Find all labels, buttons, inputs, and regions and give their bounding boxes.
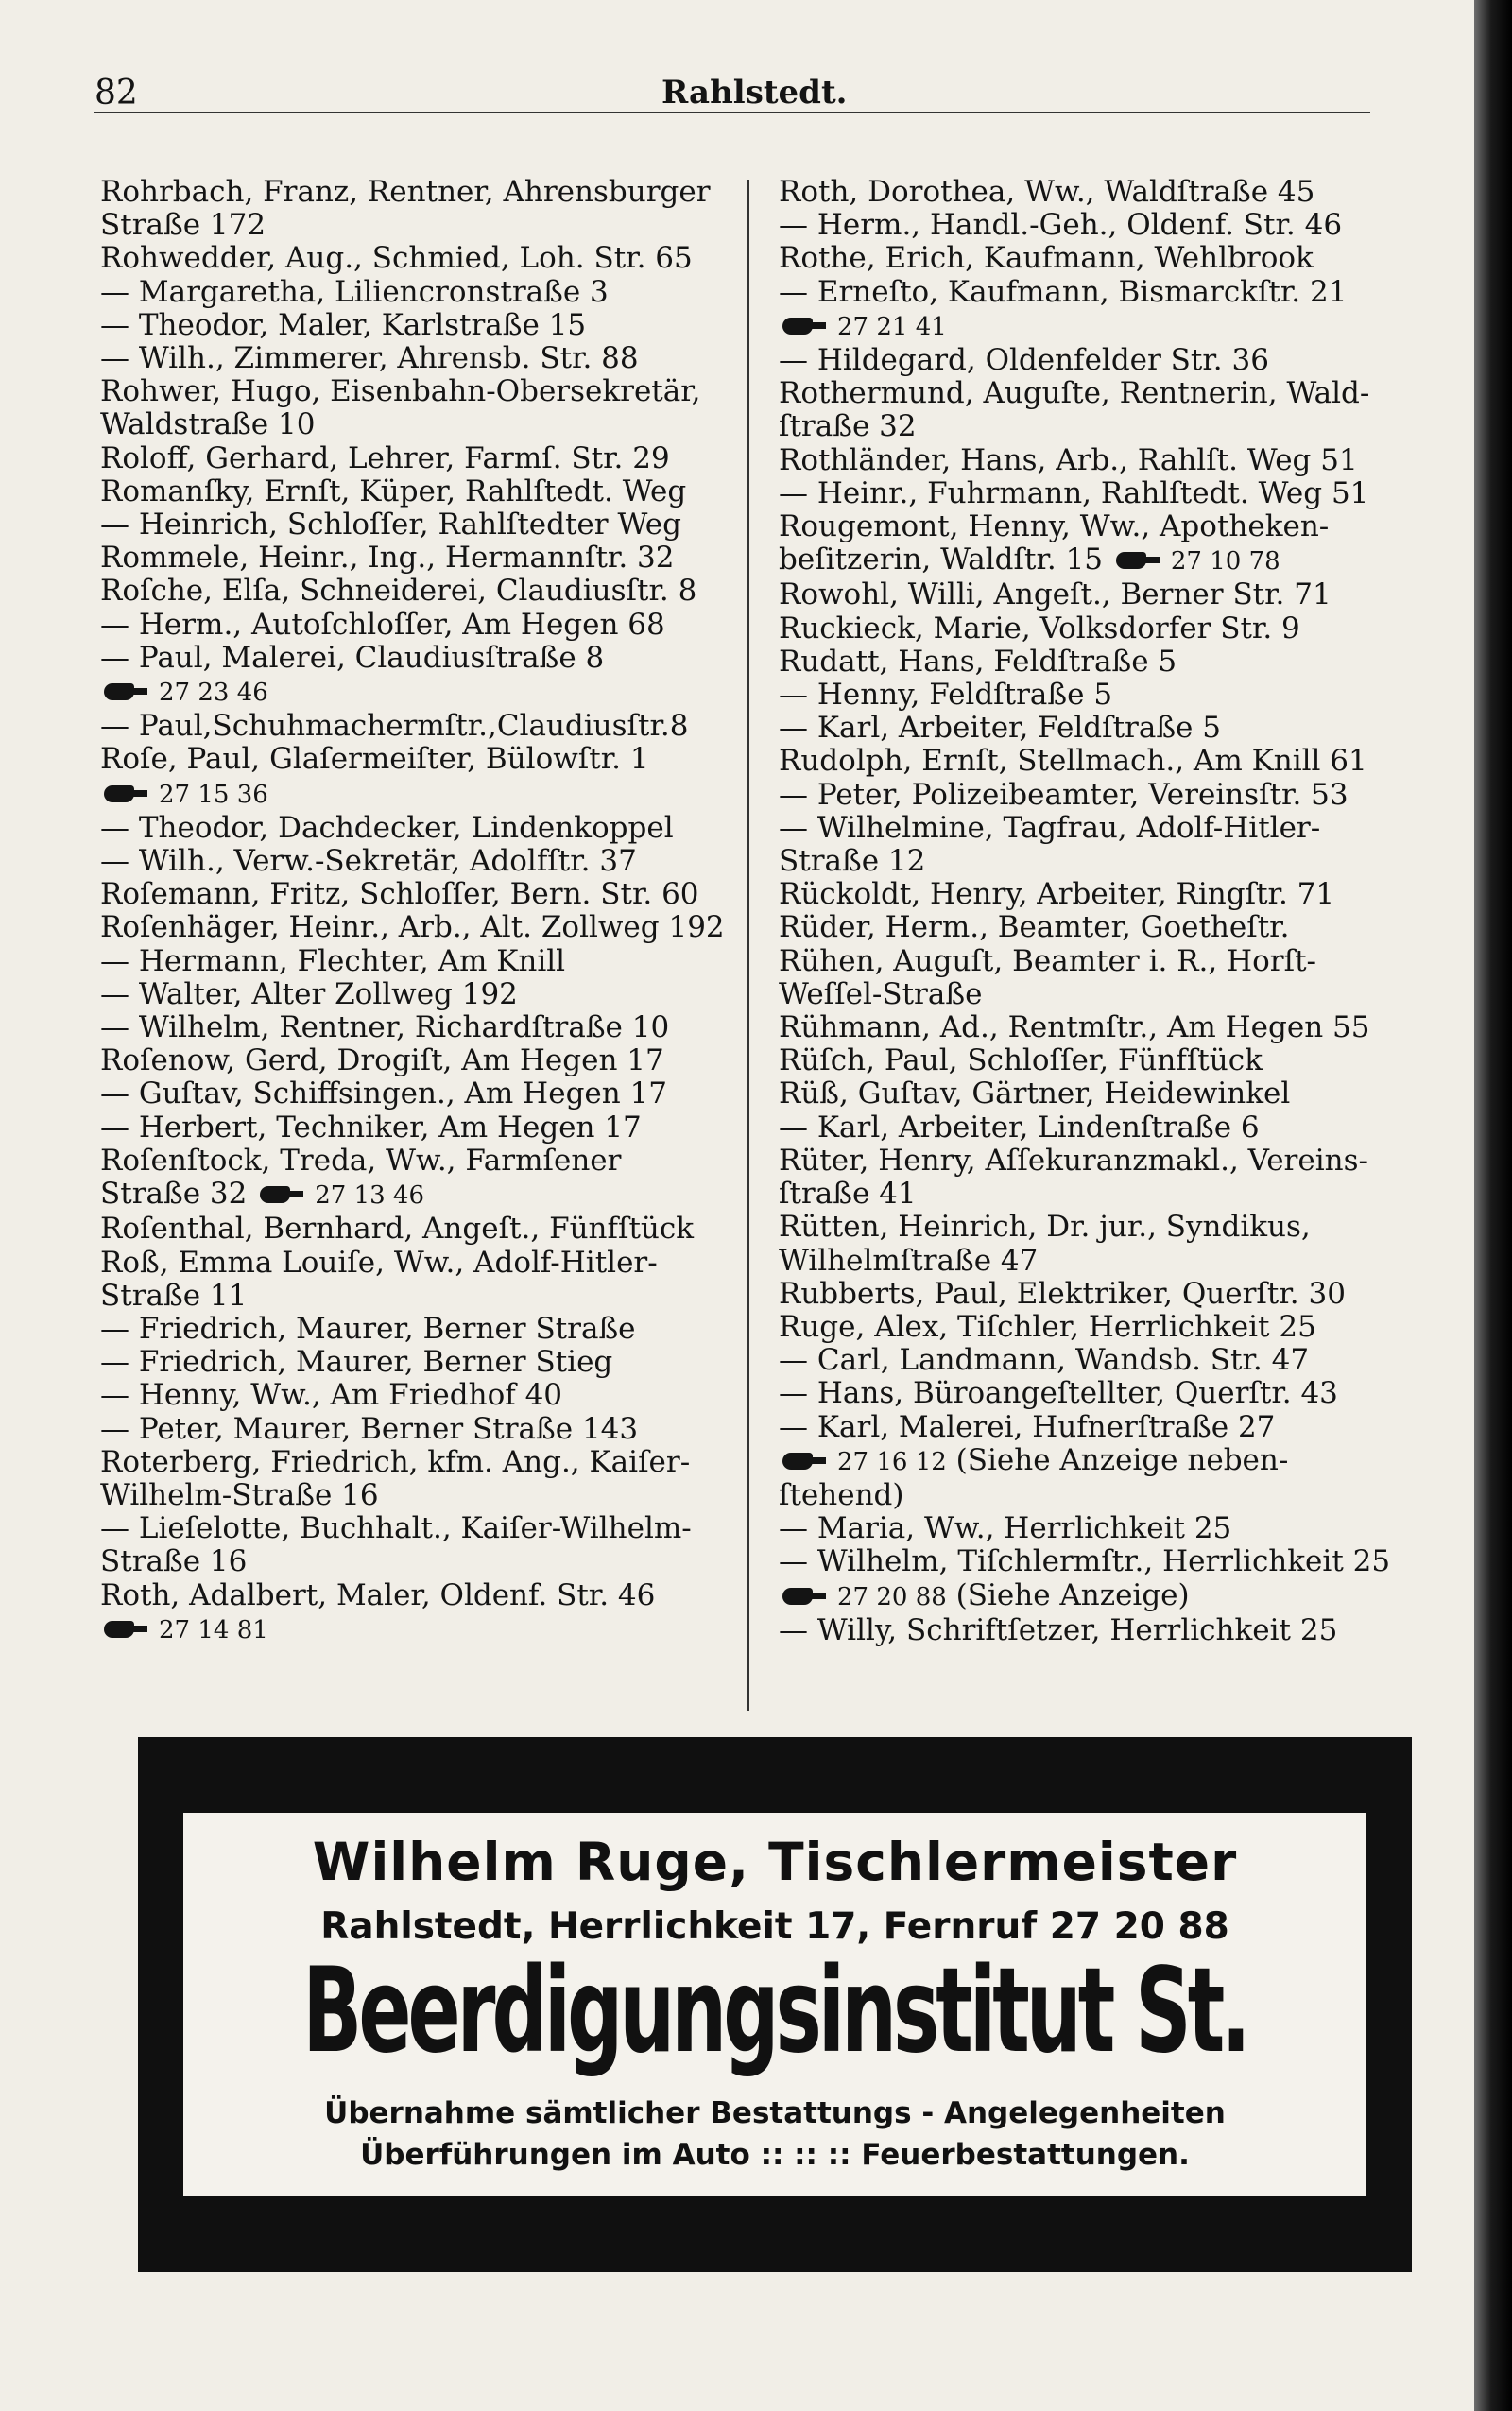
entry-line: Roſche, Elſa, Schneiderei, Claudiusſtr. 8 [100, 574, 697, 609]
phone-line [142, 777, 735, 812]
directory-entry [779, 812, 1383, 878]
entry-line: — Heinr., Fuhrmann, Rahlſtedt. Weg 51 [779, 475, 1369, 510]
directory-entry [779, 779, 1383, 812]
page-edge [1474, 0, 1512, 2411]
directory-entry [779, 377, 1383, 443]
entry-line-with-phone [100, 1177, 735, 1213]
entry-line: Roß, Emma Louiſe, Ww., Adolf-Hitler- [100, 1245, 658, 1280]
directory-entry [100, 1213, 735, 1246]
directory-entry [779, 1512, 1383, 1545]
right-column [779, 175, 1391, 1647]
directory-entry [779, 1311, 1383, 1344]
directory-entry [779, 679, 1383, 712]
entry-line: Roſe, Paul, Glaſermeiſter, Bülowſtr. 1 [100, 742, 649, 777]
entry-line: Rudolph, Ernſt, Stellmach., Am Knill 61 [779, 744, 1367, 779]
directory-entry [100, 1512, 735, 1578]
entry-line: — Peter, Polizeibeamter, Vereinsſtr. 53 [779, 777, 1349, 812]
directory-entry [779, 242, 1383, 275]
advertisement [138, 1737, 1412, 2272]
entry-line: — Lieſelotte, Buchhalt., Kaiſer-Wilhelm- [100, 1511, 692, 1546]
directory-entry [100, 542, 735, 575]
entry-line: Roth, Dorothea, Ww., Waldſtraße 45 [779, 175, 1315, 209]
header-rule [94, 112, 1370, 113]
entry-line: Roſenow, Gerd, Drogiſt, Am Hegen 17 [100, 1043, 664, 1078]
phone-number: 27 13 46 [315, 1181, 424, 1211]
directory-entry [100, 878, 735, 911]
entry-line: — Friedrich, Maurer, Berner Straße [100, 1311, 636, 1346]
entry-line: Rütten, Heinrich, Dr. jur., Syndikus, [779, 1210, 1311, 1245]
entry-line: — Herm., Handl.-Geh., Oldenf. Str. 46 [779, 208, 1343, 243]
entry-line: — Willy, Schriftſetzer, Herrlichkeit 25 [779, 1612, 1338, 1647]
entry-line: Rothermund, Auguſte, Rentnerin, Wald- [779, 376, 1370, 411]
directory-entry [100, 1379, 735, 1412]
page-header [94, 74, 1370, 121]
ad-address: Rahlstedt, Herrlichkeit 17, Fernruf 27 20 88 [320, 1905, 1229, 1948]
directory-entry [100, 1111, 735, 1145]
page-title: Rahlstedt. [662, 74, 848, 112]
entry-line: — Hermann, Flechter, Am Knill [100, 943, 566, 978]
directory-entry [779, 1614, 1383, 1647]
directory-entry [100, 1077, 735, 1111]
directory-entry [779, 745, 1383, 778]
entry-line: — Walter, Alter Zollweg 192 [100, 976, 518, 1011]
entry-line: Ruckieck, Marie, Volksdorfer Str. 9 [779, 611, 1300, 646]
entry-line: — Hans, Büroangeſtellter, Querſtr. 43 [779, 1376, 1338, 1411]
directory-entry [779, 878, 1383, 911]
directory-entry [779, 911, 1383, 944]
phone-line [820, 1444, 1383, 1479]
directory-entry [100, 242, 735, 275]
directory-entry [100, 375, 735, 441]
entry-line: Straße 172 [100, 208, 266, 243]
entry-line: — Maria, Ww., Herrlichkeit 25 [779, 1511, 1232, 1546]
entry-line: ſtraße 41 [779, 1177, 917, 1212]
entry-line: Roſemann, Fritz, Schloſſer, Bern. Str. 60 [100, 877, 699, 912]
directory-entry [100, 342, 735, 375]
directory-entry [100, 945, 735, 978]
entry-line: Waldstraße 10 [100, 407, 316, 442]
entry-line: Rückoldt, Henry, Arbeiter, Ringſtr. 71 [779, 877, 1335, 912]
entry-line: — Friedrich, Maurer, Berner Stieg [100, 1345, 613, 1380]
directory-entry [779, 1278, 1383, 1311]
page-number: 82 [94, 74, 138, 112]
entry-line: — Herbert, Techniker, Am Hegen 17 [100, 1110, 642, 1145]
directory-entry [779, 510, 1383, 578]
directory-entry [100, 1044, 735, 1077]
directory-entry [100, 1247, 735, 1313]
phone-number: 27 23 46 [159, 679, 268, 708]
entry-line: — Heinrich, Schloſſer, Rahlſtedter Weg [100, 508, 681, 542]
telephone-icon [779, 316, 828, 336]
entry-line: Ruge, Alex, Tiſchler, Herrlichkeit 25 [779, 1309, 1316, 1344]
phone-note: (Siehe Anzeige) [955, 1577, 1190, 1612]
directory-entry [779, 209, 1383, 242]
phone-number: 27 21 41 [837, 312, 947, 341]
entry-line: — Henny, Feldſtraße 5 [779, 678, 1113, 713]
entry-line: — Guſtav, Schiffsingen., Am Hegen 17 [100, 1076, 668, 1111]
directory-entry [100, 1413, 735, 1446]
directory-entry [100, 1346, 735, 1379]
entry-line: Roſenhäger, Heinr., Arb., Alt. Zollweg 192 [100, 910, 725, 945]
directory-entry [779, 1344, 1383, 1377]
ad-services-2: Überführungen im Auto :: :: :: Feuerbestattungen. [360, 2138, 1190, 2172]
entry-line: — Karl, Malerei, Hufnerſtraße 27 [779, 1409, 1276, 1444]
entry-line: — Wilhelmine, Tagfrau, Adolf-Hitler- [779, 810, 1321, 845]
entry-line: Rohrbach, Franz, Rentner, Ahrensburger [100, 175, 711, 209]
entry-line: Rommele, Heinr., Ing., Hermannſtr. 32 [100, 541, 675, 576]
phone-number: 27 20 88 [837, 1582, 947, 1611]
entry-line: — Paul, Malerei, Claudiusſtraße 8 [100, 640, 605, 675]
directory-entry [100, 743, 735, 811]
directory-entry [779, 1111, 1383, 1145]
entry-line: — Herm., Autoſchloſſer, Am Hegen 68 [100, 607, 665, 642]
directory-entry [779, 1211, 1383, 1277]
phone-number: 27 16 12 [837, 1447, 947, 1476]
telephone-icon [1112, 550, 1161, 571]
entry-line: Rougemont, Henny, Ww., Apotheken- [779, 509, 1330, 544]
advertisement-box [183, 1813, 1366, 2196]
directory-entry [779, 578, 1383, 611]
entry-line: — Karl, Arbeiter, Feldſtraße 5 [779, 711, 1221, 746]
phone-line [820, 309, 1383, 344]
telephone-icon [100, 1619, 149, 1640]
ad-business-name: Beerdigungsinstitut St. [302, 1942, 1247, 2079]
directory-entry [779, 1544, 1391, 1613]
entry-line: Roſenſtock, Treda, Ww., Farmſener [100, 1143, 622, 1178]
directory-entry [779, 945, 1383, 1011]
phone-number: 27 10 78 [1170, 547, 1280, 577]
entry-line-with-phone [779, 542, 1383, 578]
directory-entry [779, 646, 1383, 679]
entry-line: — Margaretha, Liliencronstraße 3 [100, 274, 609, 309]
phone-line [142, 675, 735, 710]
entry-line: Rühmann, Ad., Rentmſtr., Am Hegen 55 [779, 1010, 1370, 1045]
entry-line: Roloff, Gerhard, Lehrer, Farmſ. Str. 29 [100, 440, 670, 475]
directory-entry [100, 642, 735, 710]
directory-entry [100, 1011, 735, 1044]
entry-line: Rothe, Erich, Kaufmann, Wehlbrook [779, 241, 1314, 276]
phone-line [820, 1579, 1383, 1614]
directory-entry [779, 344, 1383, 377]
entry-line: Rothländer, Hans, Arb., Rahlſt. Weg 51 [779, 442, 1358, 477]
telephone-icon [100, 681, 149, 702]
entry-line: Rohwedder, Aug., Schmied, Loh. Str. 65 [100, 241, 693, 276]
directory-entry [100, 911, 735, 944]
directory-entry [100, 978, 735, 1011]
telephone-icon [100, 784, 149, 804]
telephone-icon [256, 1184, 305, 1205]
directory-entry [100, 575, 735, 608]
directory-entry [779, 1377, 1383, 1410]
entry-line: Rubberts, Paul, Elektriker, Querſtr. 30 [779, 1276, 1346, 1311]
directory-entry [779, 1011, 1383, 1044]
directory-entry [100, 1579, 735, 1647]
entry-line: — Hildegard, Oldenfelder Str. 36 [779, 343, 1269, 378]
entry-line: Rüder, Herm., Beamter, Goetheſtr. [779, 910, 1290, 945]
phone-number: 27 15 36 [159, 780, 268, 809]
entry-line: Straße 12 [779, 844, 926, 879]
phone-line [142, 1612, 735, 1647]
entry-line: Rudatt, Hans, Feldſtraße 5 [779, 644, 1177, 679]
entry-line: — Wilh., Zimmerer, Ahrensb. Str. 88 [100, 341, 639, 376]
entry-line: Straße 11 [100, 1278, 248, 1313]
directory-entry [779, 444, 1383, 477]
entry-line: Rüß, Guſtav, Gärtner, Heidewinkel [779, 1076, 1291, 1111]
entry-line: Wilhelm-Straße 16 [100, 1477, 379, 1512]
ad-services: Übernahme sämtlicher Bestattungs - Angelegenheiten [324, 2096, 1226, 2130]
entry-line: — Erneſto, Kaufmann, Bismarckſtr. 21 [779, 274, 1348, 309]
directory-entry [100, 276, 735, 309]
directory-entry [100, 845, 735, 878]
phone-note: (Siehe Anzeige neben- [955, 1442, 1289, 1477]
directory-entry [100, 609, 735, 642]
directory-entry [100, 475, 735, 508]
directory-entry [100, 309, 735, 342]
directory-entry [779, 1411, 1383, 1513]
directory-entry [779, 176, 1383, 209]
entry-line: Rowohl, Willi, Angeſt., Berner Str. 71 [779, 577, 1332, 612]
directory-entry [100, 1145, 735, 1213]
telephone-icon [779, 1451, 828, 1472]
entry-line: — Peter, Maurer, Berner Straße 143 [100, 1411, 639, 1446]
left-column [100, 176, 735, 1647]
entry-line: — Theodor, Maler, Karlstraße 15 [100, 307, 587, 342]
entry-text: Straße 32 [100, 1177, 248, 1212]
column-divider [747, 180, 749, 1711]
entry-line: Roth, Adalbert, Maler, Oldenf. Str. 46 [100, 1577, 656, 1612]
entry-line: — Wilhelm, Tiſchlermſtr., Herrlichkeit 25 [779, 1544, 1391, 1579]
directory-entry [100, 176, 735, 242]
entry-text: beſitzerin, Waldſtr. 15 [779, 542, 1104, 577]
entry-line: — Karl, Arbeiter, Lindenſtraße 6 [779, 1110, 1260, 1145]
entry-line: Roterberg, Friedrich, kfm. Ang., Kaiſer- [100, 1444, 691, 1479]
directory-entry [100, 442, 735, 475]
entry-line: ſtehend) [779, 1477, 904, 1512]
entry-line: Weſſel-Straße [779, 976, 983, 1011]
directory-entry [779, 1077, 1383, 1111]
telephone-icon [779, 1586, 828, 1607]
entry-line: Roſenthal, Bernhard, Angeſt., Fünfſtück [100, 1212, 695, 1247]
entry-line: — Paul,Schuhmachermſtr.,Claudiusſtr.8 [100, 709, 689, 744]
entry-line: Rühen, Auguſt, Beamter i. R., Horſt- [779, 943, 1317, 978]
entry-line: Rohwer, Hugo, Eisenbahn-Obersekretär, [100, 374, 701, 409]
entry-line: Rüſch, Paul, Schloſſer, Fünfſtück [779, 1043, 1263, 1078]
directory-entry [100, 1446, 735, 1512]
directory-entry [100, 710, 735, 743]
directory-entry [100, 508, 735, 542]
entry-line: — Wilhelm, Rentner, Richardſtraße 10 [100, 1010, 670, 1045]
entry-line: Wilhelmſtraße 47 [779, 1243, 1039, 1278]
entry-line: — Henny, Ww., Am Friedhof 40 [100, 1378, 563, 1413]
ad-headline: Wilhelm Ruge, Tischlermeister [312, 1832, 1238, 1892]
directory-entry [779, 612, 1383, 646]
directory-entry [779, 276, 1383, 344]
directory-entry [779, 477, 1383, 510]
entry-line: — Wilh., Verw.-Sekretär, Adolfſtr. 37 [100, 844, 637, 879]
entry-line: — Theodor, Dachdecker, Lindenkoppel [100, 810, 674, 845]
entry-line: ſtraße 32 [779, 409, 917, 444]
entry-line: — Carl, Landmann, Wandsb. Str. 47 [779, 1343, 1310, 1378]
directory-entry [779, 712, 1383, 745]
entry-line: Romanſky, Ernſt, Küper, Rahlſtedt. Weg [100, 474, 687, 508]
directory-entry [779, 1145, 1383, 1211]
directory-entry [100, 812, 735, 845]
directory-entry [100, 1313, 735, 1346]
phone-number: 27 14 81 [159, 1615, 268, 1645]
entry-line: Straße 16 [100, 1544, 248, 1579]
entry-line: Rüter, Henry, Aſſekuranzmakl., Vereins- [779, 1143, 1368, 1178]
directory-entry [779, 1044, 1383, 1077]
